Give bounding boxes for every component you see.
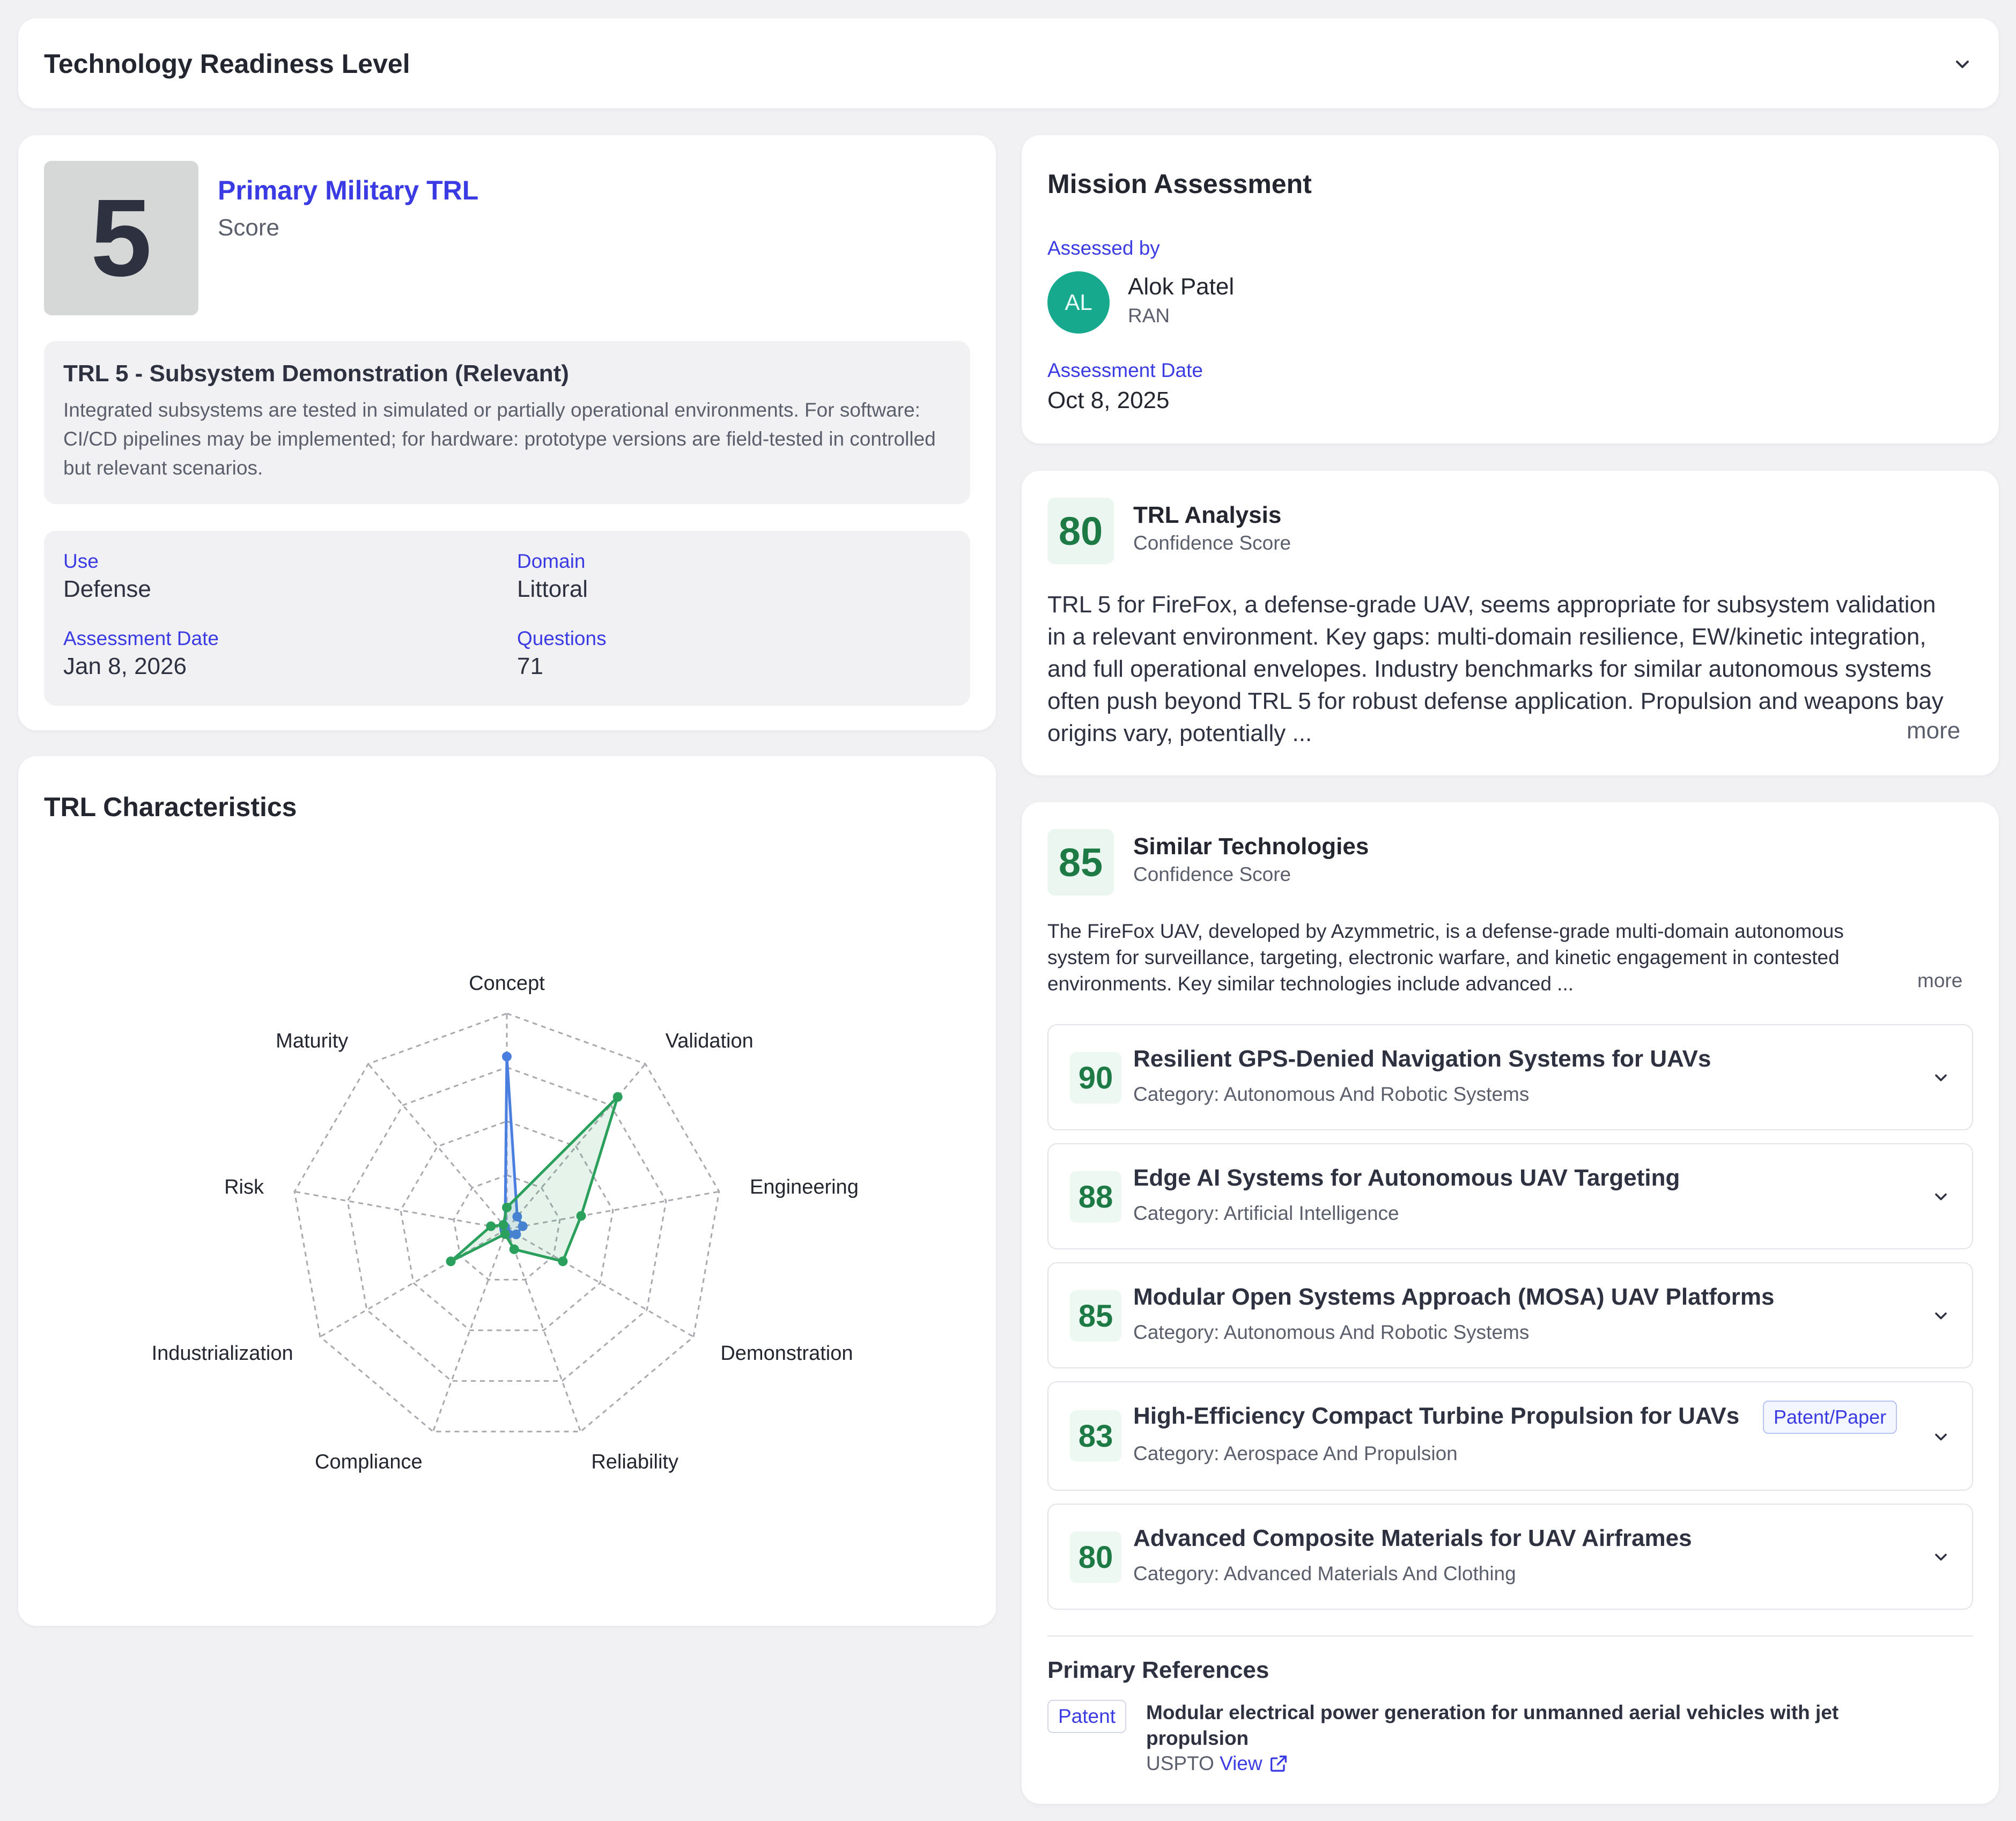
similar-more-link[interactable]: more bbox=[1917, 969, 1963, 991]
reference-source-line bbox=[1146, 1752, 1289, 1775]
radar-chart bbox=[18, 756, 996, 1626]
item-score: 90 bbox=[1070, 1052, 1121, 1104]
assessed-by-label: Assessed by bbox=[1047, 237, 1160, 259]
radar-axis-label: Risk bbox=[224, 1176, 264, 1199]
item-title: Advanced Composite Materials for UAV Airframes bbox=[1133, 1525, 1692, 1551]
reference-view-link[interactable]: View bbox=[1220, 1752, 1262, 1774]
reference-title: Modular electrical power generation for unmanned aerial vehicles with jet propulsion bbox=[1146, 1701, 1839, 1749]
page-title: Technology Readiness Level bbox=[44, 49, 410, 79]
patent-paper-tag: Patent/Paper bbox=[1763, 1401, 1897, 1434]
radar-data-point bbox=[499, 1220, 508, 1230]
use-label: Use bbox=[63, 550, 99, 572]
similar-technologies-card bbox=[1022, 802, 1999, 1804]
item-score: 85 bbox=[1070, 1290, 1121, 1342]
similar-score-badge: 85 bbox=[1047, 829, 1114, 895]
radar-data-point bbox=[558, 1256, 567, 1266]
primary-trl-card bbox=[18, 135, 996, 730]
trl-level-title: TRL 5 - Subsystem Demonstration (Relevant) bbox=[63, 360, 569, 387]
divider bbox=[1047, 1635, 1973, 1637]
similar-subtitle: Confidence Score bbox=[1133, 863, 1291, 885]
similar-text: The FireFox UAV, developed by Azymmetric, is a defense-grade multi-domain autonomous system for surveillance, targeting, electronic warfare, and kinetic engagement in contested environments. Key similar technologies include advanced ... bbox=[1047, 920, 1844, 995]
primary-trl-title: Primary Military TRL bbox=[218, 175, 479, 205]
trl-header-card[interactable] bbox=[18, 18, 1999, 108]
item-title: Modular Open Systems Approach (MOSA) UAV Platforms bbox=[1133, 1284, 1775, 1310]
reference-source: USPTO bbox=[1146, 1752, 1214, 1774]
radar-series-area bbox=[451, 1097, 618, 1262]
radar-data-point bbox=[613, 1092, 623, 1102]
analysis-subtitle: Confidence Score bbox=[1133, 532, 1291, 554]
trl-analysis-card bbox=[1022, 471, 1999, 775]
radar-data-point bbox=[500, 1229, 510, 1239]
similar-tech-item[interactable] bbox=[1047, 1381, 1973, 1491]
item-category: Category: Artificial Intelligence bbox=[1133, 1202, 1399, 1224]
chevron-down-icon[interactable] bbox=[1931, 1068, 1951, 1087]
item-score: 83 bbox=[1070, 1410, 1121, 1462]
similar-tech-item[interactable] bbox=[1047, 1504, 1973, 1610]
analysis-text: TRL 5 for FireFox, a defense-grade UAV, seems appropriate for subsystem validation in a relevant environment. Key gaps: multi-domain resilience, EW/kinetic integration, and full operational envelopes. Industry benchmarks for similar autonomous systems often push beyond TRL 5 for robust defense application. Propulsion and weapons bay origins vary, potentially ... bbox=[1047, 591, 1944, 746]
radar-axis-label: Industrialization bbox=[151, 1342, 293, 1365]
item-category: Category: Advanced Materials And Clothing bbox=[1133, 1563, 1516, 1585]
radar-data-point bbox=[502, 1052, 512, 1061]
trl-characteristics-card bbox=[18, 756, 996, 1626]
analysis-score-badge: 80 bbox=[1047, 498, 1114, 564]
chevron-down-icon[interactable] bbox=[1931, 1306, 1951, 1326]
references-title: Primary References bbox=[1047, 1657, 1269, 1683]
chevron-down-icon[interactable] bbox=[1931, 1187, 1951, 1206]
item-title: Resilient GPS-Denied Navigation Systems for UAVs bbox=[1133, 1046, 1711, 1072]
radar-axis-label: Compliance bbox=[315, 1450, 423, 1474]
radar-data-point bbox=[577, 1211, 586, 1221]
radar-axis-label: Maturity bbox=[276, 1030, 349, 1053]
analysis-more-link[interactable]: more bbox=[1907, 717, 1961, 744]
radar-axis-label: Concept bbox=[469, 972, 545, 995]
assessment-date-value: Jan 8, 2026 bbox=[63, 653, 187, 679]
analysis-title: TRL Analysis bbox=[1133, 502, 1282, 528]
chevron-down-icon[interactable] bbox=[1931, 1427, 1951, 1447]
mission-title: Mission Assessment bbox=[1047, 169, 1312, 199]
item-category: Category: Aerospace And Propulsion bbox=[1133, 1442, 1458, 1464]
radar-axis-label: Engineering bbox=[750, 1176, 859, 1199]
assessor-org: RAN bbox=[1128, 305, 1170, 327]
chevron-down-icon[interactable] bbox=[1952, 54, 1973, 75]
chevron-down-icon[interactable] bbox=[1931, 1548, 1951, 1567]
trl-score-value: 5 bbox=[44, 161, 198, 315]
mission-date-label: Assessment Date bbox=[1047, 359, 1203, 381]
radar-axis-label: Validation bbox=[665, 1030, 754, 1053]
radar-axis-label: Reliability bbox=[591, 1450, 678, 1474]
domain-value: Littoral bbox=[517, 576, 588, 602]
use-value: Defense bbox=[63, 576, 151, 602]
domain-label: Domain bbox=[517, 550, 586, 572]
item-category: Category: Autonomous And Robotic Systems bbox=[1133, 1321, 1530, 1343]
similar-tech-item[interactable] bbox=[1047, 1262, 1973, 1368]
trl-level-description: Integrated subsystems are tested in simulated or partially operational environments. For software: CI/CD pipelines may be implemented; for hardware: prototype versions are field-tested in controlled but relevant scenarios. bbox=[63, 399, 936, 479]
mission-assessment-card bbox=[1022, 135, 1999, 443]
item-score: 80 bbox=[1070, 1531, 1121, 1583]
radar-data-point bbox=[509, 1245, 519, 1254]
radar-data-point bbox=[502, 1203, 512, 1212]
item-score: 88 bbox=[1070, 1171, 1121, 1223]
item-category: Category: Autonomous And Robotic Systems bbox=[1133, 1083, 1530, 1105]
trl-meta-box bbox=[44, 531, 970, 706]
primary-trl-subtitle: Score bbox=[218, 214, 279, 241]
avatar: AL bbox=[1047, 271, 1110, 334]
radar-spoke bbox=[368, 1064, 507, 1229]
questions-value: 71 bbox=[517, 653, 543, 679]
external-link-icon[interactable] bbox=[1268, 1753, 1289, 1774]
mission-date-value: Oct 8, 2025 bbox=[1047, 387, 1170, 413]
similar-tech-item[interactable] bbox=[1047, 1143, 1973, 1249]
similar-tech-item[interactable] bbox=[1047, 1024, 1973, 1130]
radar-axis-label: Demonstration bbox=[720, 1342, 853, 1365]
assessor-name: Alok Patel bbox=[1128, 273, 1235, 300]
characteristics-title: TRL Characteristics bbox=[44, 792, 297, 822]
item-title: Edge AI Systems for Autonomous UAV Targeting bbox=[1133, 1165, 1680, 1191]
assessment-date-label: Assessment Date bbox=[63, 627, 219, 649]
reference-type-tag: Patent bbox=[1047, 1700, 1126, 1733]
questions-label: Questions bbox=[517, 627, 607, 649]
radar-spoke bbox=[294, 1191, 507, 1229]
radar-data-point bbox=[486, 1222, 496, 1231]
item-title: High-Efficiency Compact Turbine Propulsion for UAVs bbox=[1133, 1403, 1740, 1429]
similar-title: Similar Technologies bbox=[1133, 833, 1369, 860]
radar-data-point bbox=[446, 1256, 456, 1266]
trl-level-description-box bbox=[44, 341, 970, 504]
